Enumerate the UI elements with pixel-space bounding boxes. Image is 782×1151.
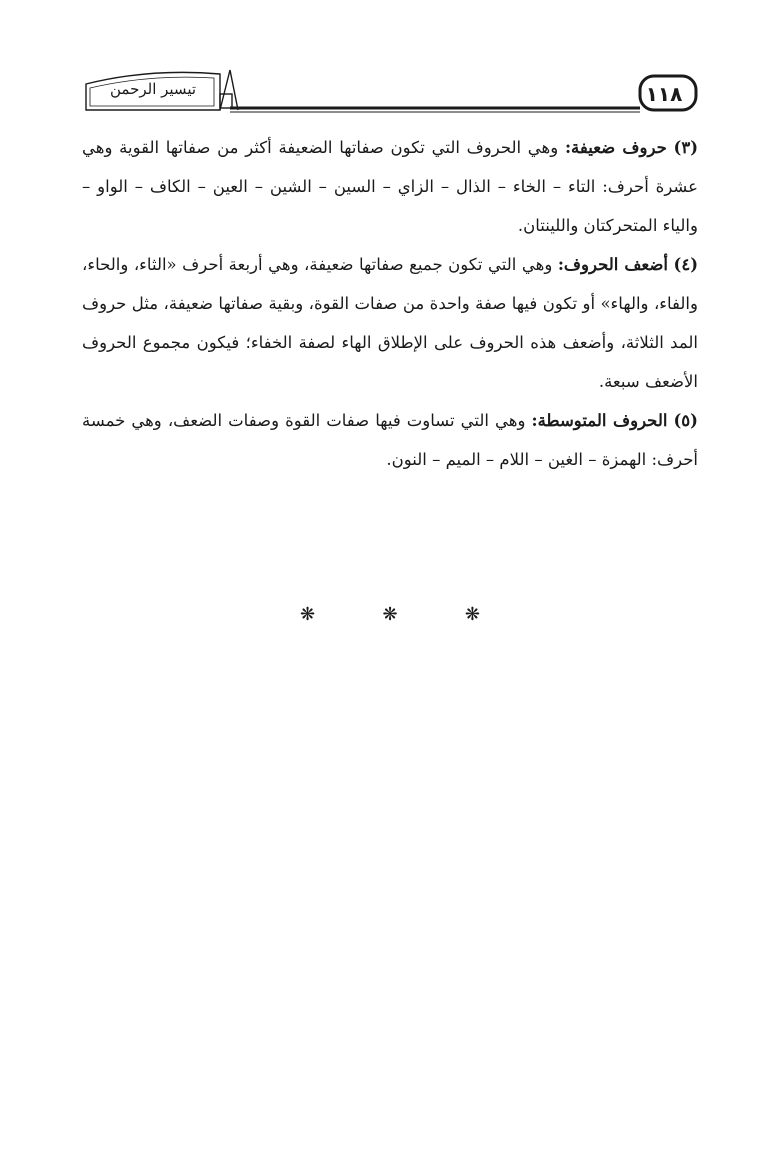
paragraph-number: (٤) (673, 255, 699, 274)
page-number: ١١٨ (645, 82, 683, 106)
paragraph-3 (82, 128, 698, 245)
paragraph-heading: أضعف الحروف: (557, 255, 668, 274)
paragraph-number: (٣) (673, 138, 698, 157)
paragraph-5 (82, 401, 698, 479)
page-body (82, 128, 698, 479)
separator-star-icon: ❋ (300, 604, 316, 625)
section-separator (300, 604, 480, 625)
paragraph-heading: حروف ضعيفة: (564, 138, 667, 157)
paragraph-number: (٥) (673, 411, 698, 430)
paragraph-4 (82, 245, 698, 401)
page-header (80, 64, 702, 120)
paragraph-text: وهي الحروف التي تكون صفاتها الضعيفة أكثر من صفاتها القوية وهي عشرة أحرف: التاء – الخاء – الذال – الزاي – السين – الشين – العين – الكاف – الواو – والياء المتحركتان واللينتان. (82, 138, 698, 235)
separator-star-icon: ❋ (464, 604, 480, 625)
paragraph-text: وهي التي تكون جميع صفاتها ضعيفة، وهي أربعة أحرف «الثاء، والحاء، والفاء، والهاء» أو تكون فيها صفة واحدة من صفات القوة، وبقية صفاتها ضعيفة، مثل حروف المد الثلاثة، وأضعف هذه الحروف على الإطلاق الهاء لصفة الخفاء؛ فيكون مجموع الحروف الأضعف سبعة. (82, 255, 698, 391)
paragraph-heading: الحروف المتوسطة: (531, 411, 668, 430)
separator-star-icon: ❋ (382, 604, 398, 625)
book-title: تيسير الرحمن (109, 80, 197, 98)
paragraph-text: وهي التي تساوت فيها صفات القوة وصفات الضعف، وهي خمسة أحرف: الهمزة – الغين – اللام – الميم – النون. (82, 411, 698, 469)
